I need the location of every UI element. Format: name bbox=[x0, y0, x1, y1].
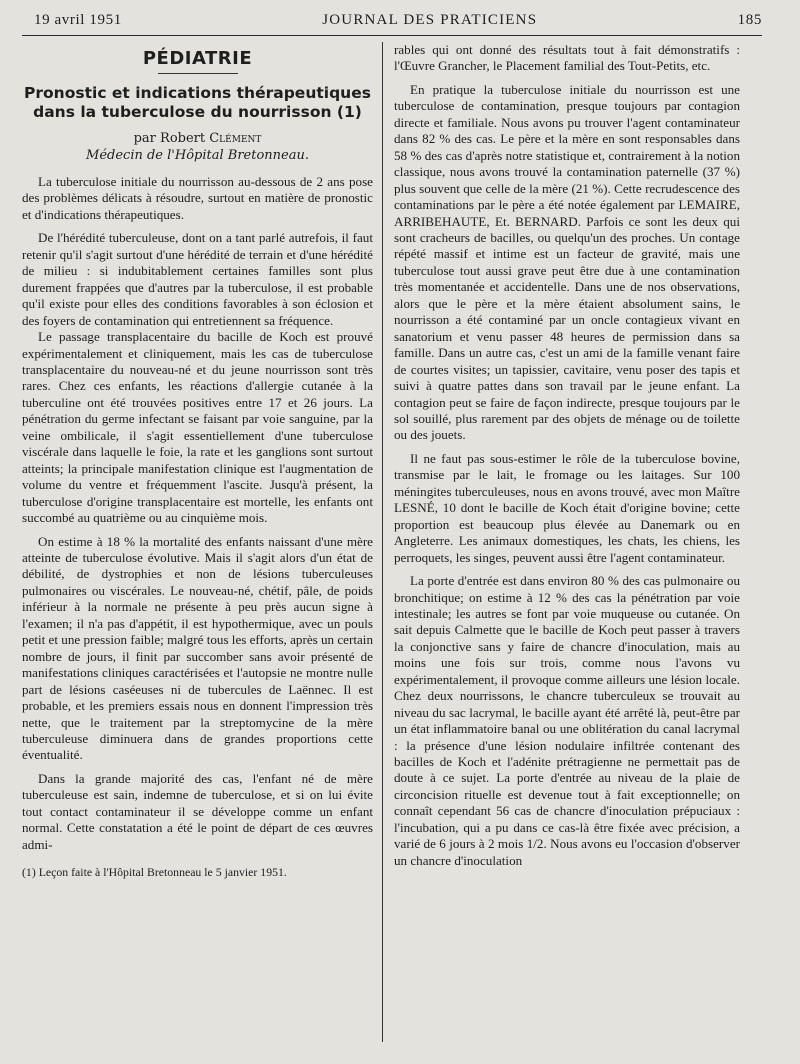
byline-prefix: par Robert bbox=[133, 131, 210, 146]
paragraph: On estime à 18 % la mortalité des enfants naissant d'une mère atteinte de tuberculose évolutive. Mais il s'agit alors d'un état de débilité, de dystrophies et non de lésions tuberculeuses pulmonaires ou viscérales. Le nouveau-né, chétif, pâle, de poids inférieur à la normale ne présente à peu près aucun signe à l'examen; il n'a pas d'appétit, il est hypothermique, avec un pouls petit et une pression faible; malgré tous les efforts, après un certain nombre de jours, il finit par succomber sans avoir présenté de manifestations cliniques caractérisées et l'autopsie ne montre nulle part de lésions caséeuses ni de tubercules de Laënnec. Il est probable, et les premiers essais nous en donnent l'impression très nette, que le traitement par la streptomycine de la mère tuberculeuse diminuera dans de grandes proportions cette éventualité. bbox=[22, 533, 373, 763]
paragraph: Il ne faut pas sous-estimer le rôle de la tuberculose bovine, transmise par le lait, le fromage ou les laitages. Sur 100 méningites tuberculeuses, nous en avons trouvé, avec mon Maître LESNÉ, 10 dont le bacille de Koch était d'origine bovine; cette proportion est beaucoup plus élevée au Danemark ou en Angleterre. Les animaux domestiques, les chats, les chiens, les perroquets, les singes, peuvent aussi être l'agent contaminateur. bbox=[394, 450, 740, 565]
section-title: PÉDIATRIE bbox=[142, 48, 253, 69]
issue-date: 19 avril 1951 bbox=[34, 12, 122, 28]
page-number: 185 bbox=[737, 12, 762, 28]
paragraph: Dans la grande majorité des cas, l'enfant né de mère tuberculeuse est sain, indemne de tuberculose, et si on lui évite tout contact contaminateur il se développe comme un enfant normal. Cette constatation a été le point de départ de ces œuvres admi- bbox=[22, 770, 373, 852]
right-column bbox=[382, 42, 740, 1042]
paragraph: De l'hérédité tuberculeuse, dont on a tant parlé autrefois, il faut retenir qu'il s'agit surtout d'une hérédité de terrain et d'une hérédité de milieu : si indubitablement certaines familles sont plus durement frappées que d'autres par la tuberculose, il est probable qu'il existe pour elles des conditions favorables à son éclosion et des foyers de contamination qui entretiennent sa fréquence. bbox=[22, 230, 373, 328]
title-rule bbox=[158, 73, 238, 74]
paragraph: Le passage transplacentaire du bacille de Koch est prouvé expérimentalement et cliniquement, mais les cas de tuberculose transplacentaire du nouveau-né et du jeune nourrisson sont très rares. Chez ces enfants, les réactions d'allergie cutanée à la tuberculine ont été trouvées positives entre 17 et 26 jours. La pénétration du germe infectant se faisant par voie sanguine, par la veine ombilicale, il s'agit essentiellement d'une tuberculose viscérale dans laquelle le foie, la rate et les ganglions sont surtout atteints; la principale manifestation clinique est l'augmentation de volume du ventre et fréquemment l'ascite. Jusqu'à présent, la tuberculose d'origine transplacentaire est mortelle, les enfants ont succombé au quatrième ou au cinquième mois. bbox=[22, 329, 373, 526]
footnote: (1) Leçon faite à l'Hôpital Bretonneau le 5 janvier 1951. bbox=[22, 865, 287, 880]
author-affiliation: Médecin de l'Hôpital Bretonneau. bbox=[86, 148, 309, 163]
paragraph: rables qui ont donné des résultats tout à fait démonstratifs : l'Œuvre Grancher, le Placement familial des Tout-Petits, etc. bbox=[394, 42, 740, 74]
byline bbox=[22, 130, 373, 147]
running-head bbox=[22, 12, 762, 36]
paragraph: La tuberculose initiale du nourrisson au-dessous de 2 ans pose des problèmes délicats à résoudre, surtout en matière de pronostic et d'indications thérapeutiques. bbox=[22, 174, 373, 222]
journal-name: JOURNAL DES PRATICIENS bbox=[322, 12, 538, 28]
article-title: Pronostic et indications thérapeutiques dans la tuberculose du nourrisson (1) bbox=[24, 84, 371, 121]
text-columns bbox=[22, 42, 762, 1042]
author-name: Clément bbox=[209, 131, 262, 146]
left-column bbox=[22, 42, 382, 1042]
paragraph: En pratique la tuberculose initiale du nourrisson est une tuberculose de contamination, presque toujours par contagion directe et familiale. Nous avons pu trouver l'agent contaminateur dans 82 % des cas. Le père et la mère en sont responsables dans 58 % des cas d'après notre statistique et, contrairement à la notion classique, nous avons trouvé la contamination paternelle (37 %) plus souvent que celle de la mère (21 %). Cette recrudescence des contaminations par le père a été notée également par LEMAIRE, ARRIBEHAUTE, Et. BERNARD. Parfois ce sont les deux qui sont cracheurs de bacilles, ou quelqu'un des proches. Un contage répété massif et intime est un facteur de gravité, mais une tuberculose tout aussi grave peut être due à une contamination très momentanée et accidentelle. Dans une de nos observations, alors que le père et la mère étaient absolument sains, le nourrisson a été contaminé par un oncle contagieux vivant en sanatorium et venu passer 48 heures de permission dans sa famille. Dans un autre cas, c'est un ami de la famille venant faire de courtes visites; un tapissier, cavitaire, venu poser des tapis et suivi à quatre pattes dans son travail par le jeune enfant. La contagion peut se faire de façon indirecte, presque toujours par le sol souillé, plus rarement par des objets de ménage ou de toilette ou des jouets. bbox=[394, 81, 740, 443]
paragraph: La porte d'entrée est dans environ 80 % des cas pulmonaire ou bronchitique; on estime à 12 % des cas la pénétration par voie intestinale; les autres se font par voie muqueuse ou cutanée. On sait depuis Calmette que le bacille de Koch peut passer à travers la conjonctive sans y faire de chancre d'inoculation, mais au moins une fois sur trois, comme nous l'avons vu expérimentalement, il provoque comme ailleurs une lésion locale. Chez deux nourrissons, le chancre tuberculeux se trouvait au niveau du sac lacrymal, le bacille ayant été arrêté là, peut-être par un état inflammatoire banal ou une oblitération du canal lacrymal : la présence d'une lésion nodulaire infiltrée contenant des bacilles de Koch et l'adénite prétragienne ne permettait pas de doute à ce sujet. La porte d'entrée au niveau de la plaie de circoncision rituelle est devenue tout à fait exceptionnelle; on connaît cependant 56 cas de chancre d'inoculation prépuciaux : l'incubation, qui a pu dans ce cas-là être fixée avec précision, a varié de 6 jours à 2 mois 1/2. Nous avons eu l'occasion d'observer un chancre d'inoculation bbox=[394, 573, 740, 868]
